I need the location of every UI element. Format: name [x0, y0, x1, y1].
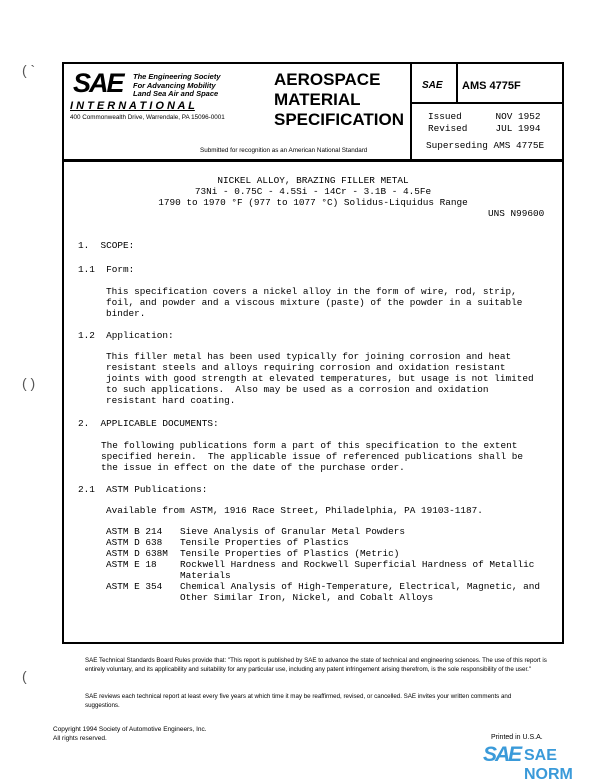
- international-label: I N T E R N A T I O N A L: [70, 100, 195, 112]
- astm-item: [106, 581, 540, 603]
- astm-title: Chemical Analysis of High-Temperature, Electrical, Magnetic, and Other Similar Iron, Nickel, and Cobalt Alloys: [180, 581, 541, 603]
- astm-code: ASTM D 638M: [106, 548, 168, 559]
- astm-title: Rockwell Hardness and Rockwell Superficial Hardness of Metallic Materials: [180, 559, 535, 581]
- spec-title-line: AEROSPACE: [274, 70, 381, 89]
- astm-code: ASTM E 18: [106, 559, 157, 570]
- review-note: SAE reviews each technical report at least every five years at which time it may be reaffirmed, revised, or cancelled. SAE invites your written comments and suggestions.: [85, 693, 512, 709]
- astm-title: Tensile Properties of Plastics: [180, 537, 349, 548]
- address: 400 Commonwealth Drive, Warrendale, PA 15096-0001: [70, 114, 225, 121]
- paragraph: This specification covers a nickel alloy in the form of wire, rod, strip, foil, and powder and a viscous mixture (paste) of the powder in a suitable binder.: [106, 286, 523, 319]
- ansi-note: Submitted for recognition as an American National Standard: [200, 147, 368, 154]
- paragraph: The following publications form a part of this specification to the extent specified herein. The applicable issue of referenced publications shall be the issue in effect on the date of the purchase order.: [101, 440, 523, 473]
- copyright-line: Copyright 1994 Society of Automotive Engineers, Inc.: [53, 726, 207, 733]
- paragraph: This filler metal has been used typically for joining corrosion and heat resistant steels and alloys requiring corrosion and oxidation resistant joints with good strength at elevated temperatures, but usage is not limited to such applications. Also may be used as a corrosion and oxidation resistant hard coating.: [106, 351, 534, 406]
- printed-in: Printed in U.S.A.: [491, 734, 543, 741]
- header-divider: [410, 102, 564, 104]
- astm-code: ASTM E 354: [106, 581, 163, 592]
- title-line: 73Ni - 0.75C - 4.5Si - 14Cr - 3.1B - 4.5Fe: [194, 186, 432, 197]
- astm-item: [106, 548, 540, 559]
- spec-title-line: MATERIAL: [274, 90, 361, 109]
- uns-number: UNS N99600: [488, 208, 545, 219]
- watermark-logo: SAE: [483, 743, 521, 766]
- section-heading: 1.2 Application:: [78, 330, 174, 341]
- astm-item: [106, 537, 540, 548]
- section-heading: 1. SCOPE:: [78, 240, 135, 251]
- revised-label: Revised: [428, 123, 468, 134]
- document-title: [62, 175, 564, 208]
- revised-date: JUL 1994: [495, 123, 541, 134]
- watermark-text: SAE NORM: [524, 747, 573, 783]
- astm-title: Sieve Analysis of Granular Metal Powders: [180, 526, 406, 537]
- superseding: Superseding AMS 4775E: [426, 140, 545, 151]
- section-heading: 1.1 Form:: [78, 264, 135, 275]
- astm-title: Tensile Properties of Plastics (Metric): [180, 548, 400, 559]
- header-divider: [456, 62, 458, 103]
- astm-code: ASTM D 638: [106, 537, 163, 548]
- society-tagline: [133, 73, 221, 99]
- revised-row: [428, 123, 541, 134]
- sae-logo: SAE: [73, 68, 123, 98]
- section-heading: 2. APPLICABLE DOCUMENTS:: [78, 418, 219, 429]
- issued-row: [428, 111, 541, 122]
- document-number: AMS 4775F: [462, 80, 521, 92]
- spec-title-line: SPECIFICATION: [274, 110, 405, 129]
- sae-small-logo: SAE: [422, 80, 443, 91]
- astm-code: ASTM B 214: [106, 526, 163, 537]
- section-heading: 2.1 ASTM Publications:: [78, 484, 208, 495]
- punch-hole-mark: (: [22, 668, 27, 684]
- title-line: NICKEL ALLOY, BRAZING FILLER METAL: [217, 175, 409, 186]
- astm-list: [106, 526, 540, 603]
- astm-item: [106, 559, 540, 581]
- tagline-line: Land Sea Air and Space: [133, 89, 219, 98]
- punch-hole-mark: ( ): [22, 375, 36, 391]
- spec-title: [274, 70, 404, 130]
- header-divider: [410, 62, 412, 160]
- header-divider: [62, 159, 564, 162]
- title-line: 1790 to 1970 °F (977 to 1077 °C) Solidus-Liquidus Range: [158, 197, 468, 208]
- tagline-line: For Advancing Mobility: [133, 80, 216, 90]
- rights-line: All rights reserved.: [53, 734, 107, 742]
- tsb-rules: SAE Technical Standards Board Rules provide that: "This report is published by SAE to advance the state of technical and engineering sciences. The use of this report is entirely voluntary, and its applicability and suitability for any particular use, including any patent infringement arising therefrom, is the sole responsibility of the user.": [85, 657, 547, 673]
- punch-hole-mark: ( `: [22, 62, 36, 78]
- astm-item: [106, 526, 540, 537]
- copyright: [53, 726, 207, 743]
- issued-date: NOV 1952: [495, 111, 541, 122]
- tagline-line: The Engineering Society: [133, 72, 221, 81]
- paragraph: Available from ASTM, 1916 Race Street, Philadelphia, PA 19103-1187.: [106, 505, 483, 516]
- issued-label: Issued: [428, 111, 462, 122]
